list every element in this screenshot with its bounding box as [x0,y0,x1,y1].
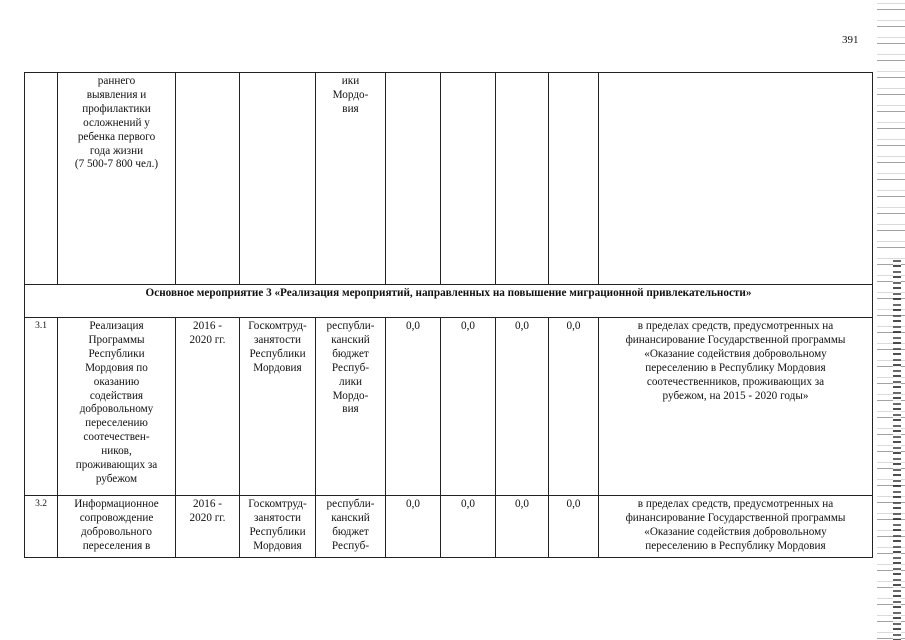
value-2018-cell: 0,0 [496,318,549,496]
value-2016-cell: 0,0 [386,496,441,558]
row-number-cell: 3.1 [25,318,58,496]
value-2019-cell: 0,0 [549,318,599,496]
value-2016-cell: 0,0 [386,318,441,496]
measure-cell: раннего выявления и профилактики осложнений у ребенка первого года жизни (7 500-7 800 чел.) [58,73,176,285]
table-row-3-1 [25,318,873,496]
row-number-cell [25,73,58,285]
funding-source-cell: республи- канский бюджет Респуб- лики Мордо- вия [316,318,386,496]
notes-cell: в пределах средств, предусмотренных на финансирование Государственной программы «Оказание содействия добровольному переселению в Республику Мордовия [599,496,873,558]
value-2019-cell [549,73,599,285]
value-2018-cell: 0,0 [496,496,549,558]
value-2017-cell [441,73,496,285]
measures-table [24,72,873,558]
value-2016-cell [386,73,441,285]
period-cell: 2016 - 2020 гг. [176,496,240,558]
executor-cell: Госкомтруд- занятости Республики Мордовия [240,318,316,496]
scan-edge-artifact-dark [893,260,901,640]
section-title: Основное мероприятие 3 «Реализация мероприятий, направленных на повышение миграционной привлекательности» [25,285,873,318]
executor-cell [240,73,316,285]
value-2019-cell: 0,0 [549,496,599,558]
period-cell: 2016 - 2020 гг. [176,318,240,496]
notes-cell: в пределах средств, предусмотренных на финансирование Государственной программы «Оказание содействия добровольному переселению в Республику Мордовия соотечественников, проживающих за рубежом, на 2015 - 2020 годы» [599,318,873,496]
table-row-3-2 [25,496,873,558]
value-2017-cell: 0,0 [441,318,496,496]
table-row-section [25,285,873,318]
value-2018-cell [496,73,549,285]
funding-source-cell: ики Мордо- вия [316,73,386,285]
table-row-continuation [25,73,873,285]
period-cell [176,73,240,285]
notes-cell [599,73,873,285]
value-2017-cell: 0,0 [441,496,496,558]
page-number: 391 [842,34,859,46]
row-number-cell: 3.2 [25,496,58,558]
funding-source-cell: республи- канский бюджет Респуб- [316,496,386,558]
executor-cell: Госкомтруд- занятости Республики Мордовия [240,496,316,558]
measure-cell: Реализация Программы Республики Мордовия по оказанию содействия добровольному переселению соотечествен- ников, проживающих за рубежом [58,318,176,496]
measure-cell: Информационное сопровождение добровольного переселения в [58,496,176,558]
